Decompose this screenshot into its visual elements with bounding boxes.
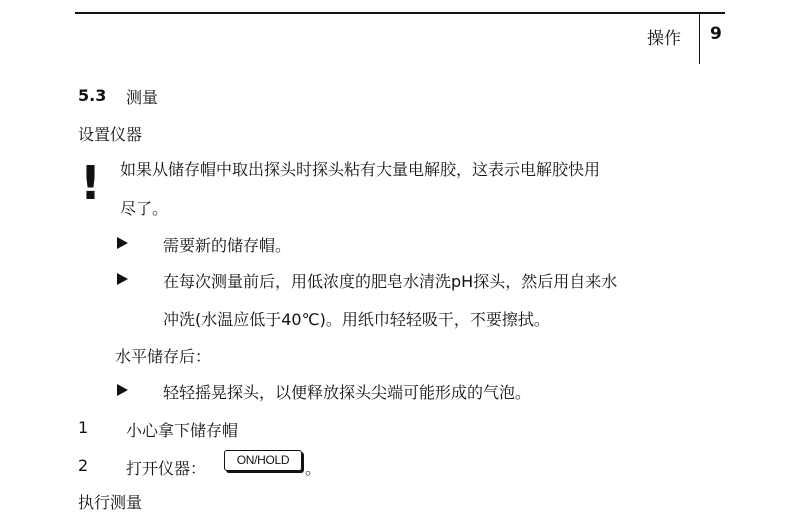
step-text: 打开仪器： — [126, 459, 207, 478]
warning-text-line1: 如果从储存帽中取出探头时探头粘有大量电解胶，这表示电解胶快用 — [120, 160, 601, 179]
step-number: 1 — [78, 418, 89, 437]
bullet-arrow-icon — [117, 273, 128, 285]
top-rule — [75, 12, 725, 14]
warning-icon: ! — [80, 156, 101, 210]
page-number: 9 — [710, 24, 722, 44]
subheading-setup: 设置仪器 — [78, 125, 143, 144]
step-number: 2 — [78, 456, 89, 475]
bullet-item: 在每次测量前后，用低浓度的肥皂水清洗pH探头，然后用自来水 — [163, 272, 618, 291]
bullet-item: 轻轻摇晃探头，以便释放探头尖端可能形成的气泡。 — [163, 383, 532, 402]
on-hold-key: ON/HOLD — [224, 450, 302, 471]
subheading-measure: 执行测量 — [78, 493, 143, 512]
bullet-item-continuation: 冲洗(水温应低于40℃)。用纸巾轻轻吸干，不要擦拭。 — [163, 310, 550, 329]
warning-text-line2: 尽了。 — [120, 199, 169, 218]
header-section-title: 操作 — [647, 29, 681, 49]
header-separator — [699, 12, 700, 64]
bullet-arrow-icon — [117, 237, 128, 249]
bullet-arrow-icon — [117, 384, 128, 396]
step-text-suffix: 。 — [305, 459, 322, 478]
section-title: 测量 — [126, 88, 159, 107]
section-number: 5.3 — [78, 86, 107, 105]
horizontal-storage-note: 水平储存后： — [115, 347, 212, 366]
bullet-item: 需要新的储存帽。 — [163, 236, 292, 255]
step-text: 小心拿下储存帽 — [126, 421, 239, 440]
